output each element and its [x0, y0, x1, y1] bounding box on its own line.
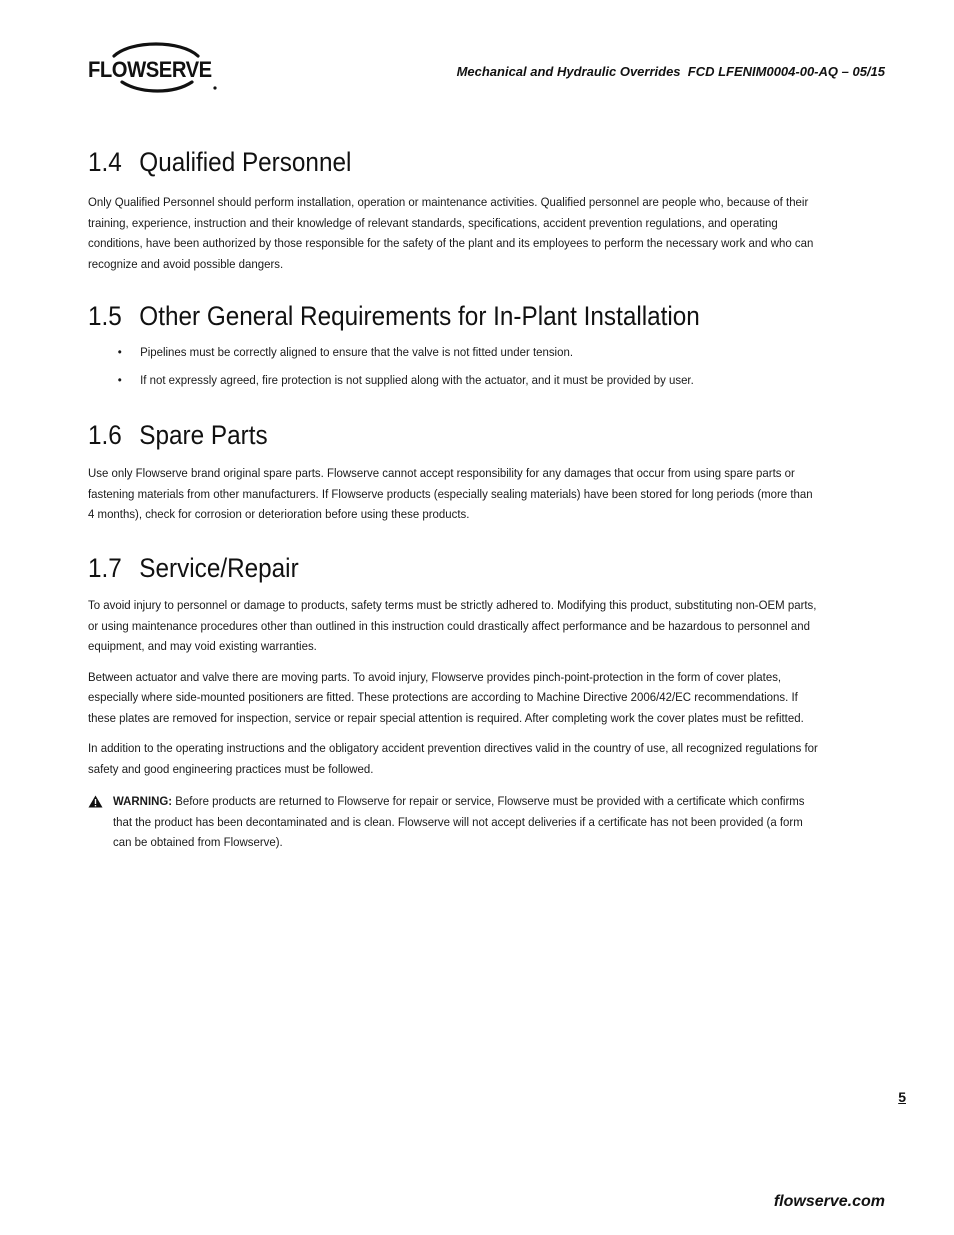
document-header-title: Mechanical and Hydraulic Overrides FCD LFENIM0004-00-AQ – 05/15	[456, 64, 885, 79]
section-heading	[88, 146, 745, 178]
warning-triangle-icon	[88, 795, 103, 808]
bullet-icon: •	[117, 345, 122, 359]
section-qualified-personnel	[88, 146, 818, 274]
section-title: Spare Parts	[139, 420, 268, 450]
section-paragraph: Use only Flowserve brand original spare parts. Flowserve cannot accept responsibility for any damages that occur from using spare parts or fastening materials from other manufacturers. If Flowserve products (especially sealing materials) have been stored for long periods (more than 4 months), check for corrosion or deterioration before using these products.	[88, 466, 813, 521]
footer-url: flowserve.com	[773, 1193, 885, 1210]
section-paragraph: To avoid injury to personnel or damage to products, safety terms must be strictly adhered to. Modifying this product, substituting non-OEM parts, or using maintenance procedures other than outlined in this instruction could drastically affect performance and be hazardous to personnel and equipment, and may void existing warranties.	[88, 598, 817, 653]
list-item-text: Pipelines must be correctly aligned to ensure that the valve is not fitted under tension.	[140, 345, 573, 359]
section-title: Service/Repair	[139, 553, 299, 583]
section-spare-parts	[88, 419, 818, 525]
section-title: Qualified Personnel	[139, 147, 352, 177]
section-service-repair	[88, 552, 818, 853]
section-general-requirements	[88, 300, 818, 398]
logo-wordmark: FLOWSERVE	[88, 57, 212, 82]
page-number: 5	[898, 1089, 906, 1105]
section-paragraph: Only Qualified Personnel should perform installation, operation or maintenance activities. Qualified personnel are people who, because of their training, experience, instruction and their knowledge of relevant standards, specifications, accident prevention regulations, and operating conditions, have been authorized by those responsible for the safety of the plant and its employees to perform the necessary work and who can recognize and avoid possible dangers.	[88, 195, 814, 271]
list-item-text: If not expressly agreed, fire protection is not supplied along with the actuator, and it must be provided by user.	[140, 373, 694, 387]
requirements-list	[88, 342, 818, 390]
flowserve-logo	[86, 42, 226, 96]
warning-notice	[88, 791, 818, 853]
section-title: Other General Requirements for In-Plant Installation	[139, 301, 700, 331]
list-item	[88, 370, 870, 390]
section-heading	[88, 552, 745, 584]
warning-body: Before products are returned to Flowserve for repair or service, Flowserve must be provided with a certificate which confirms that the product has been decontaminated and is clean. Flowserve will not accept deliveries if a certificate has not been provided (a form can be obtained from Flowserve).	[113, 794, 805, 849]
warning-label: WARNING:	[113, 794, 173, 808]
section-heading	[88, 300, 745, 332]
section-paragraph: Between actuator and valve there are moving parts. To avoid injury, Flowserve provides pinch-point-protection in the form of cover plates, especially where side-mounted positioners are fitted. These protections are according to Machine Directive 2006/42/EC recommendations. If these plates are removed for inspection, service or repair special attention is required. After completing work the cover plates must be refitted.	[88, 669, 804, 725]
list-item	[88, 342, 870, 362]
warning-text	[113, 791, 815, 853]
section-number: 1.4	[88, 147, 122, 177]
section-number: 1.5	[88, 301, 122, 331]
section-heading	[88, 419, 745, 451]
section-number: 1.7	[88, 553, 122, 583]
section-number: 1.6	[88, 420, 122, 450]
section-paragraph: In addition to the operating instructions and the obligatory accident prevention directives valid in the country of use, all recognized regulations for safety and good engineering practices must be followed.	[88, 741, 818, 776]
bullet-icon: •	[117, 373, 122, 387]
